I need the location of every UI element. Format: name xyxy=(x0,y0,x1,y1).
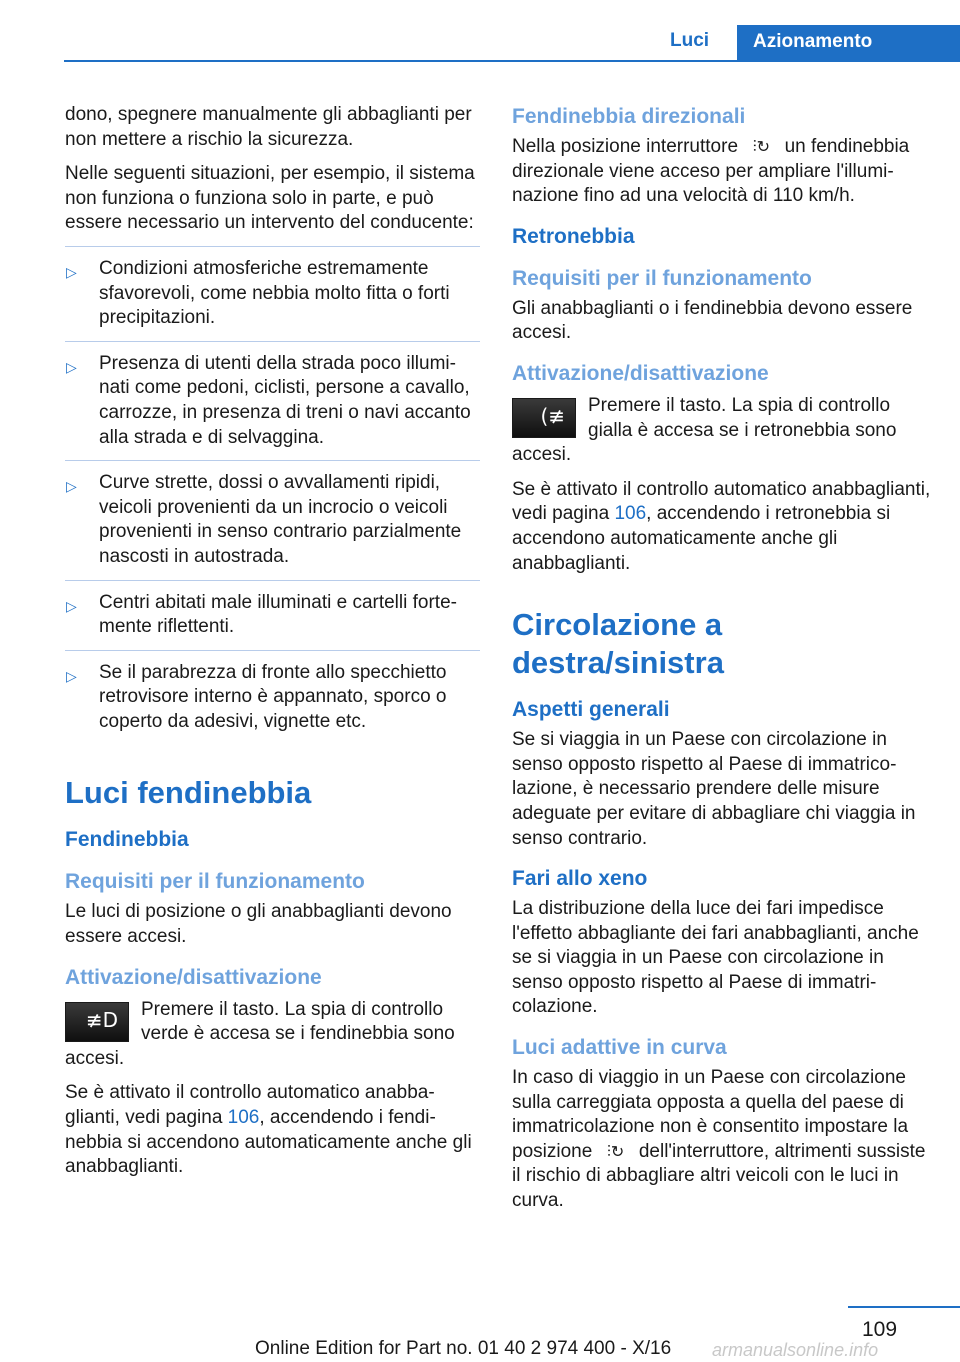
intro-paragraph-2: Nelle seguenti situazioni, per esempio, il sistema non funziona o funziona solo in parte, e può essere necessario un intervento del conducente: xyxy=(65,163,475,234)
left-column xyxy=(65,103,480,1190)
intro-paragraph-1: dono, spegnere manualmente gli abbaglianti per non mettere a rischio la sicurezza. xyxy=(65,104,472,150)
activation-title: Attivazione/disattivazione xyxy=(65,965,322,989)
triangle-bullet-icon: ▷ xyxy=(66,263,77,280)
requirements-text: Gli anabbaglianti o i fendinebbia devono essere accesi. xyxy=(512,297,913,344)
adaptive-curve-text: In caso di viaggio in un Paese con circolazione sulla carreggiata opposta a quella del paese di immatricolazione non è consentito impostare la posizione ⫶↻ dell'interruttore, altrimenti sussiste il rischio di abbagliare altri veicoli con le luci in curva. xyxy=(512,1067,926,1212)
section-title-traffic-side: Circolazione a destra/sinistra xyxy=(512,607,724,681)
triangle-bullet-icon: ▷ xyxy=(66,358,77,375)
watermark: armanualsonline.info xyxy=(712,1340,879,1360)
requirements-title: Requisiti per il funzionamento xyxy=(65,870,365,894)
rear-fog-light-icon: (≢ xyxy=(512,398,576,438)
list-item: ▷ Se il parabrezza di fronte allo specchietto retrovisore interno è appannato, sporco o coperto da adesivi, vignette etc. xyxy=(65,650,480,745)
fog-switch-position-icon: ⫶↻ xyxy=(752,137,770,156)
directional-fog-title: Fendinebbia direzionali xyxy=(512,105,746,128)
right-column xyxy=(512,103,932,1224)
section-title-fog-lights: Luci fendinebbia xyxy=(65,775,312,811)
general-aspects-text: Se si viaggia in un Paese con circolazione in senso opposto rispetto al Paese di immatricolazione, è necessario prendere delle misure adeguate per evitare di abbagliare chi viaggia in senso contrario. xyxy=(512,729,916,849)
directional-fog-text: Nella posizione interruttore ⫶↻ un fendinebbia direzionale viene acceso per ampliare l'illuminazione fino ad una velocità di 110 km/h. xyxy=(512,136,910,207)
adaptive-curve-title: Luci adattive in curva xyxy=(512,1036,727,1060)
subsection-title-rear-fog: Retronebbia xyxy=(512,224,635,248)
triangle-bullet-icon: ▷ xyxy=(66,597,77,614)
requirements-title: Requisiti per il funzionamento xyxy=(512,266,812,290)
list-item: ▷ Centri abitati male illuminati e cartelli fortemente riflettenti. xyxy=(65,580,480,650)
xenon-text: La distribuzione della luce dei fari impedisce l'effetto abbagliante dei fari anabbaglianti, anche se si viaggia in un Paese con circolazione in senso opposto rispetto al Paese di immatricolazione. xyxy=(512,898,919,1018)
subsection-title-front-fog: Fendinebbia xyxy=(65,828,189,852)
edition-footer: Online Edition for Part no. 01 40 2 974 400 - X/16 xyxy=(255,1338,672,1359)
triangle-bullet-icon: ▷ xyxy=(66,667,77,684)
list-item: ▷ Curve strette, dossi o avvallamenti ripidi, veicoli provenienti da un incrocio o veicoli provenienti in senso contrario parzialmente nascosti in autostrada. xyxy=(65,460,480,579)
activation-paragraph xyxy=(65,998,480,1072)
activation-paragraph xyxy=(512,394,932,468)
requirements-text: Le luci di posizione o gli anabbaglianti devono essere accesi. xyxy=(65,901,452,948)
auto-highbeam-paragraph: Se è attivato il controllo automatico anabbaglianti, vedi pagina 106, accendendo i fendinebbia si accendono automaticamente anche gli anabbaglianti. xyxy=(65,1082,472,1178)
list-item: ▷ Presenza di utenti della strada poco illuminati come pedoni, ciclisti, persone a cavallo, carrozze, in presenza di treni o navi accanto alla strada e di selvaggina. xyxy=(65,341,480,460)
page-link[interactable]: 106 xyxy=(227,1107,260,1129)
front-fog-light-icon: ≢D xyxy=(65,1002,129,1042)
activation-text: Premere il tasto. La spia di controllo verde è accesa se i fendinebbia sono accesi. xyxy=(65,998,455,1069)
page-number-rule xyxy=(848,1306,960,1308)
header-rule xyxy=(64,60,960,62)
auto-highbeam-paragraph: Se è attivato il controllo automatico anabbaglianti, vedi pagina 106, accendendo i retronebbia si accendono automaticamente anche gli anabbaglianti. xyxy=(512,478,931,574)
general-aspects-title: Aspetti generali xyxy=(512,698,670,722)
situations-list xyxy=(65,246,480,745)
activation-text: Premere il tasto. La spia di controllo gialla è accesa se i retronebbia sono accesi. xyxy=(512,394,897,466)
list-item: ▷ Condizioni atmosferiche estremamente sfavorevoli, come nebbia molto fitta o forti precipitazioni. xyxy=(65,246,480,341)
page-link[interactable]: 106 xyxy=(614,503,647,525)
fog-switch-position-icon: ⫶↻ xyxy=(606,1141,625,1161)
page-number: 109 xyxy=(862,1318,898,1341)
header-section-label: Luci xyxy=(670,30,710,51)
xenon-title: Fari allo xeno xyxy=(512,867,648,891)
header-chapter-tab: Azionamento xyxy=(737,25,960,62)
activation-title: Attivazione/disattivazione xyxy=(512,361,769,385)
triangle-bullet-icon: ▷ xyxy=(66,478,77,495)
